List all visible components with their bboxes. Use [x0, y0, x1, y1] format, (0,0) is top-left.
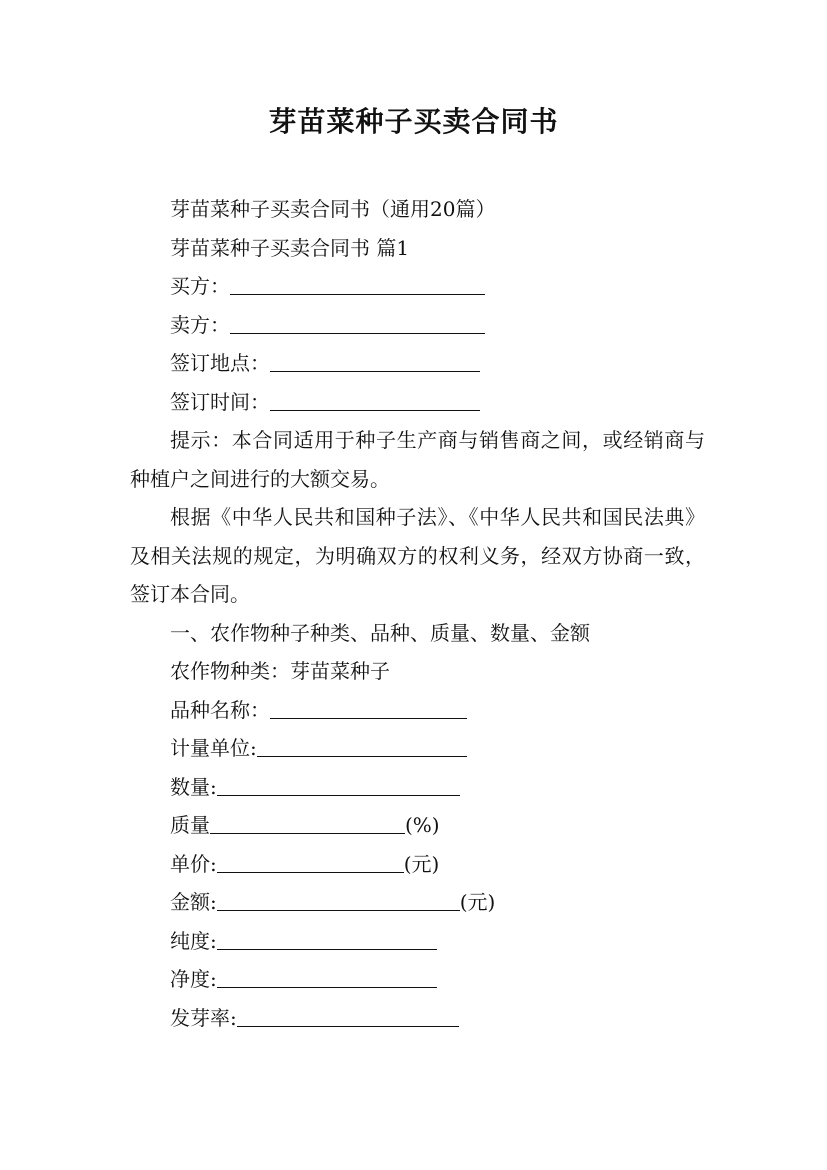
unit-label: 计量单位:	[170, 736, 257, 760]
buyer-blank	[230, 273, 485, 295]
sign-time-line	[130, 383, 705, 422]
buyer-label: 买方：	[170, 274, 230, 298]
clause-heading: 一、农作物种子种类、品种、质量、数量、金额	[170, 620, 590, 645]
unit-blank	[257, 735, 467, 757]
sign-time-blank	[270, 389, 480, 411]
variety-blank	[270, 697, 467, 719]
unit-line	[130, 729, 705, 768]
germination-label: 发芽率:	[170, 1005, 237, 1030]
amount-line	[130, 883, 705, 922]
sign-time-label: 签订时间：	[170, 389, 270, 414]
basis-paragraph: 根据《中华人民共和国种子法》、《中华人民共和国民法典》及相关法规的规定，为明确双方的权利义务，经双方协商一致，签订本合同。	[130, 505, 705, 606]
quality-suffix: (%)	[405, 813, 440, 837]
sign-place-blank	[270, 350, 480, 372]
quantity-blank	[217, 774, 460, 796]
variety-label: 品种名称：	[170, 697, 270, 722]
amount-suffix: (元)	[459, 890, 496, 914]
variety-line	[130, 691, 705, 730]
seller-blank	[230, 312, 485, 334]
amount-blank	[217, 889, 460, 911]
germination-line	[130, 999, 705, 1038]
seller-line	[130, 306, 705, 345]
amount-label: 金额:	[170, 890, 217, 914]
germination-blank	[237, 1005, 459, 1027]
quantity-label: 数量:	[170, 774, 217, 799]
quality-line	[130, 806, 705, 845]
purity-label: 纯度:	[170, 928, 217, 953]
document-subtitle: 芽苗菜种子买卖合同书（通用20篇）	[170, 197, 496, 221]
seller-label: 卖方：	[170, 312, 230, 337]
purity-blank	[217, 928, 437, 950]
crop-type-line: 农作物种类：芽苗菜种子	[170, 659, 390, 683]
quality-blank	[210, 812, 405, 834]
section-heading: 芽苗菜种子买卖合同书 篇1	[170, 235, 410, 260]
unit-price-suffix: (元)	[403, 851, 440, 876]
buyer-line	[130, 267, 705, 306]
cleanliness-label: 净度:	[170, 967, 217, 991]
unit-price-label: 单价:	[170, 851, 217, 876]
quantity-line	[130, 768, 705, 807]
unit-price-blank	[217, 851, 404, 873]
quality-label: 质量	[170, 813, 210, 837]
unit-price-line	[130, 845, 705, 884]
cleanliness-line	[130, 960, 705, 999]
purity-line	[130, 922, 705, 961]
sign-place-line	[130, 344, 705, 383]
document-title: 芽苗菜种子买卖合同书	[268, 105, 559, 138]
cleanliness-blank	[217, 966, 437, 988]
tip-paragraph: 提示：本合同适用于种子生产商与销售商之间，或经销商与种植户之间进行的大额交易。	[130, 428, 705, 491]
sign-place-label: 签订地点：	[170, 351, 270, 375]
document-body	[130, 190, 705, 1037]
